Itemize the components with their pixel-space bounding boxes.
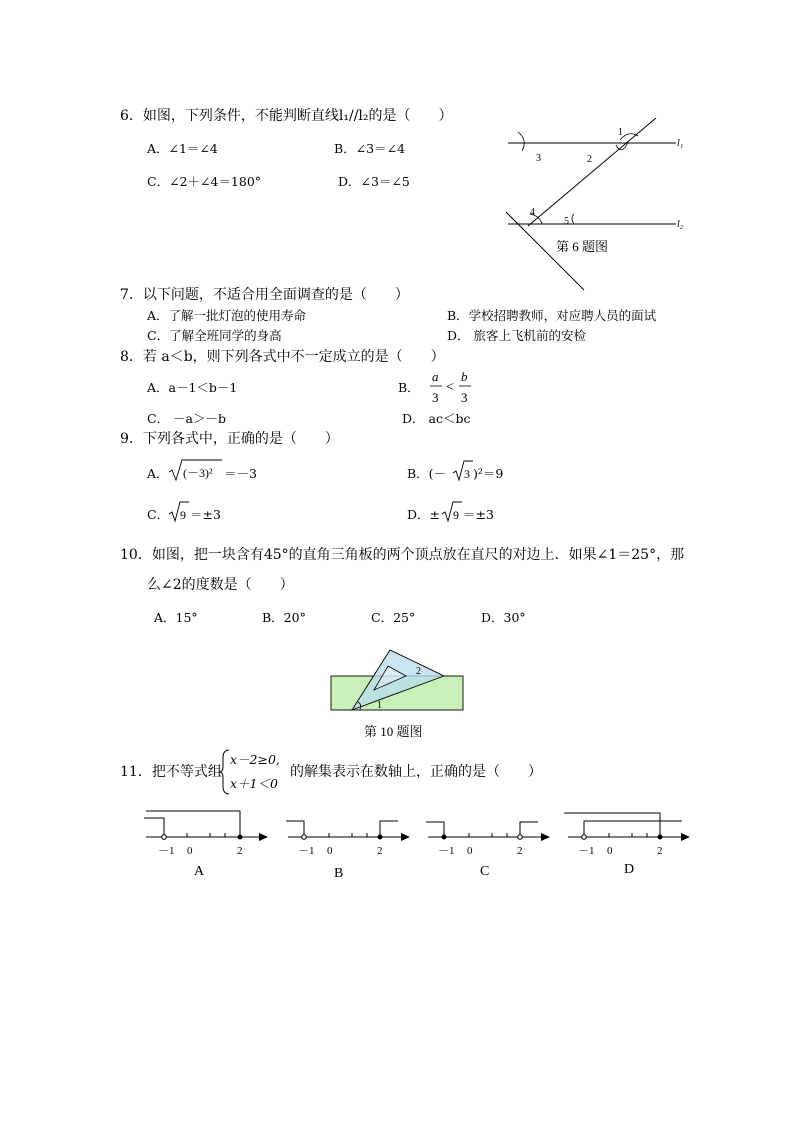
svg-text:0: 0 — [607, 845, 613, 857]
svg-text:－1: －1 — [158, 845, 175, 857]
q11-stem-suffix: 的解集表示在数轴上，正确的是（ ） — [290, 764, 542, 780]
frac-lt: < — [446, 380, 454, 395]
q9-a-radicand: (－3)² — [183, 466, 213, 480]
q6-caption: 第 6 题图 — [556, 239, 609, 254]
svg-text:2: 2 — [517, 845, 523, 857]
q9-b-radical — [452, 458, 474, 484]
q6-figure — [498, 118, 698, 293]
frac-a-den: 3 — [432, 390, 439, 405]
q7-option-d: D． 旅客上飞机前的安检 — [447, 328, 586, 343]
q9-option-d-prefix: D．± — [407, 507, 440, 522]
label-angle-3: 3 — [536, 153, 541, 164]
frac-b-den: 3 — [461, 390, 468, 405]
q11-numberline-a — [140, 808, 270, 880]
q11-system-line2: x＋1＜0 — [230, 776, 278, 791]
choice-c-label: C — [480, 864, 490, 879]
q9-option-c-rest: ＝±3 — [190, 507, 221, 522]
svg-text:－1: －1 — [298, 845, 315, 857]
q9-stem: 9．下列各式中，正确的是（ ） — [120, 431, 339, 447]
q6-option-b: B．∠3＝∠4 — [334, 141, 406, 156]
svg-text:－1: －1 — [438, 845, 455, 857]
q6-option-a: A．∠1＝∠4 — [147, 141, 218, 156]
q10-label-2: 2 — [416, 666, 421, 677]
svg-text:0: 0 — [327, 845, 333, 857]
q7-option-a: A．了解一批灯泡的使用寿命 — [147, 308, 307, 323]
q10-option-b: B．20° — [262, 610, 306, 625]
svg-text:－1: －1 — [578, 845, 595, 857]
q11-system-brace — [217, 748, 231, 796]
q8-option-d: D． ac＜bc — [402, 411, 471, 426]
q11-numberline-c — [422, 808, 552, 880]
label-l1: l₁ — [677, 138, 684, 149]
label-angle-1: 1 — [618, 127, 623, 138]
angle-5-arc — [572, 214, 574, 224]
label-angle-2: 2 — [587, 154, 592, 165]
q9-option-b-prefix: B．(－ — [407, 466, 447, 481]
q11-system-line1: x－2≥0, — [230, 752, 280, 767]
q11-numberline-d — [562, 808, 692, 880]
q8-option-b-prefix: B． — [398, 380, 420, 395]
q9-option-c-prefix: C． — [147, 507, 170, 522]
q7-option-b: B．学校招聘教师，对应聘人员的面试 — [447, 308, 657, 323]
label-angle-5: 5 — [564, 216, 569, 227]
svg-text:2: 2 — [377, 845, 383, 857]
choice-d-label: D — [624, 862, 635, 877]
q6-stem: 6．如图，下列条件，不能判断直线l₁//l₂的是（ ） — [120, 108, 453, 124]
label-l2: l₂ — [677, 219, 684, 230]
svg-text:0: 0 — [467, 845, 473, 857]
q9-option-b-rest: )²＝9 — [473, 466, 504, 481]
q7-option-c: C．了解全班同学的身高 — [147, 328, 282, 343]
q9-a-radical — [168, 456, 224, 484]
q6-option-d: D．∠3＝∠5 — [338, 174, 410, 189]
angle-3-arc — [518, 132, 524, 151]
q10-stem-line2: 么∠2的度数是（ ） — [147, 577, 294, 593]
svg-text:2: 2 — [657, 845, 663, 857]
svg-text:0: 0 — [187, 845, 193, 857]
frac-b-num: b — [461, 369, 468, 384]
q10-option-a: A．15° — [154, 610, 198, 625]
q7-stem: 7．以下问题，不适合用全面调查的是（ ） — [120, 287, 409, 303]
q10-option-c: C．25° — [371, 610, 416, 625]
q9-option-d-rest: ＝±3 — [463, 507, 494, 522]
q8-stem: 8．若 a＜b，则下列各式中不一定成立的是（ ） — [120, 349, 445, 365]
q9-c-radicand: 9 — [180, 508, 186, 522]
label-angle-4: 4 — [530, 207, 535, 218]
q9-d-radicand: 9 — [453, 508, 459, 522]
q10-figure — [328, 646, 468, 742]
q8-option-c: C． －a＞－b — [147, 411, 226, 426]
q10-label-1: 1 — [377, 700, 382, 711]
choice-b-label: B — [334, 866, 344, 880]
q11-numberline-b — [282, 808, 412, 880]
frac-a-num: a — [432, 369, 439, 384]
q10-option-d: D．30° — [481, 610, 526, 625]
q10-caption: 第 10 题图 — [364, 724, 423, 739]
transversal — [528, 118, 656, 226]
q10-stem-line1: 10．如图，把一块含有45°的直角三角板的两个顶点放在直尺的对边上．如果∠1＝25°，那 — [120, 547, 685, 563]
choice-a-label: A — [194, 864, 205, 879]
q6-option-c: C．∠2＋∠4＝180° — [147, 174, 262, 189]
svg-text:2: 2 — [237, 845, 243, 857]
q9-option-a-rest: ＝－3 — [224, 466, 257, 481]
q9-d-radical — [441, 499, 463, 525]
q9-c-radical — [168, 499, 190, 525]
q9-option-a-prefix: A． — [147, 466, 169, 481]
q11-stem-prefix: 11．把不等式组 — [120, 764, 222, 780]
q8-option-a: A．a－1＜b－1 — [147, 380, 238, 395]
q8-option-b-fractions — [426, 368, 476, 408]
q9-b-radicand: 3 — [464, 467, 470, 481]
